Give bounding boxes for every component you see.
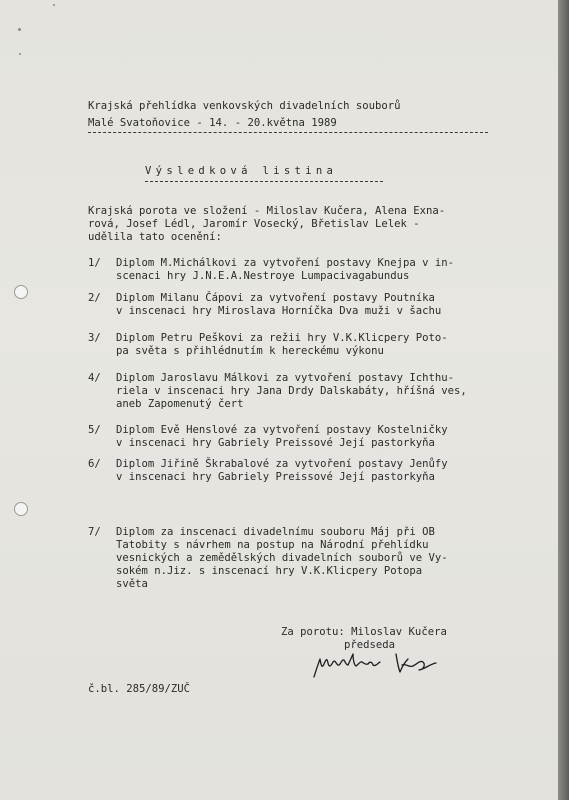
- handwritten-signature: [310, 650, 445, 682]
- award-line: v inscenaci hry Gabriely Preissové Její pastorkyňa: [116, 471, 435, 483]
- award-line: Diplom Petru Peškovi za režii hry V.K.Klicpery Poto-: [116, 332, 448, 344]
- intro-line-2: rová, Josef Lédl, Jaromír Vosecký, Břetislav Lelek -: [88, 218, 420, 230]
- award-line: Diplom Evě Henslové za vytvoření postavy Kostelničky: [116, 424, 448, 436]
- award-text: [116, 332, 526, 358]
- intro-line-1: Krajská porota ve složení - Miloslav Kučera, Alena Exna-: [88, 205, 446, 217]
- signatory-line: Za porotu: Miloslav Kučera: [281, 626, 447, 638]
- award-text: [116, 424, 526, 450]
- award-line: Diplom za inscenaci divadelnímu souboru Máj při OB: [116, 526, 435, 538]
- award-line: sokém n.Jiz. s inscenací hry V.K.Klicpery Potopa: [116, 565, 423, 577]
- header-rule: [88, 132, 488, 133]
- award-line: Diplom Jaroslavu Málkovi za vytvoření postavy Ichthu-: [116, 372, 455, 384]
- award-number: 3/: [88, 332, 101, 344]
- award-number: 4/: [88, 372, 101, 384]
- award-line: Diplom Milanu Čápovi za vytvoření postavy Poutníka: [116, 292, 435, 304]
- award-number: 1/: [88, 257, 101, 269]
- award-number: 5/: [88, 424, 101, 436]
- award-line: světa: [116, 578, 148, 590]
- punch-hole-bottom: [14, 502, 28, 516]
- award-number: 2/: [88, 292, 101, 304]
- award-line: scenaci hry J.N.E.A.Nestroye Lumpacivagabundus: [116, 270, 410, 282]
- page-edge: [558, 0, 569, 800]
- award-line: Diplom Jiřině Škrabalové za vytvoření postavy Jenůfy: [116, 458, 448, 470]
- signatory-role: předseda: [344, 639, 396, 651]
- document-reference: č.bl. 285/89/ZUČ: [88, 683, 191, 695]
- award-line: v inscenaci hry Miroslava Horníčka Dva muži v šachu: [116, 305, 442, 317]
- signature-block: [281, 626, 447, 652]
- punch-hole-top: [14, 285, 28, 299]
- award-line: Diplom M.Michálkovi za vytvoření postavy Knejpa v in-: [116, 257, 455, 269]
- award-line: pa světa s přihlédnutím k hereckému výkonu: [116, 345, 384, 357]
- paper-mark: [18, 28, 21, 31]
- award-line: riela v inscenaci hry Jana Drdy Dalskabáty, hříšná ves,: [116, 385, 467, 397]
- award-line: v inscenaci hry Gabriely Preissové Její pastorkyňa: [116, 437, 435, 449]
- award-text: [116, 292, 526, 318]
- award-number: 6/: [88, 458, 101, 470]
- award-line: vesnických a zemědělských divadelních souborů ve Vy-: [116, 552, 448, 564]
- award-text: [116, 526, 526, 591]
- award-line: Tatobity s návrhem na postup na Národní přehlídku: [116, 539, 429, 551]
- award-text: [116, 257, 526, 283]
- header-line-1: Krajská přehlídka venkovských divadelních souborů: [88, 100, 401, 112]
- award-text: [116, 458, 526, 484]
- title-underline: [145, 181, 383, 182]
- header-line-2: Malé Svatoňovice - 14. - 20.května 1989: [88, 117, 337, 129]
- paper-mark: [19, 53, 21, 55]
- intro-line-3: udělila tato ocenění:: [88, 231, 222, 243]
- document-title: Výsledková listina: [145, 165, 338, 177]
- award-line: aneb Zapomenutý čert: [116, 398, 244, 410]
- award-number: 7/: [88, 526, 101, 538]
- award-text: [116, 372, 526, 411]
- paper-mark: [53, 4, 55, 6]
